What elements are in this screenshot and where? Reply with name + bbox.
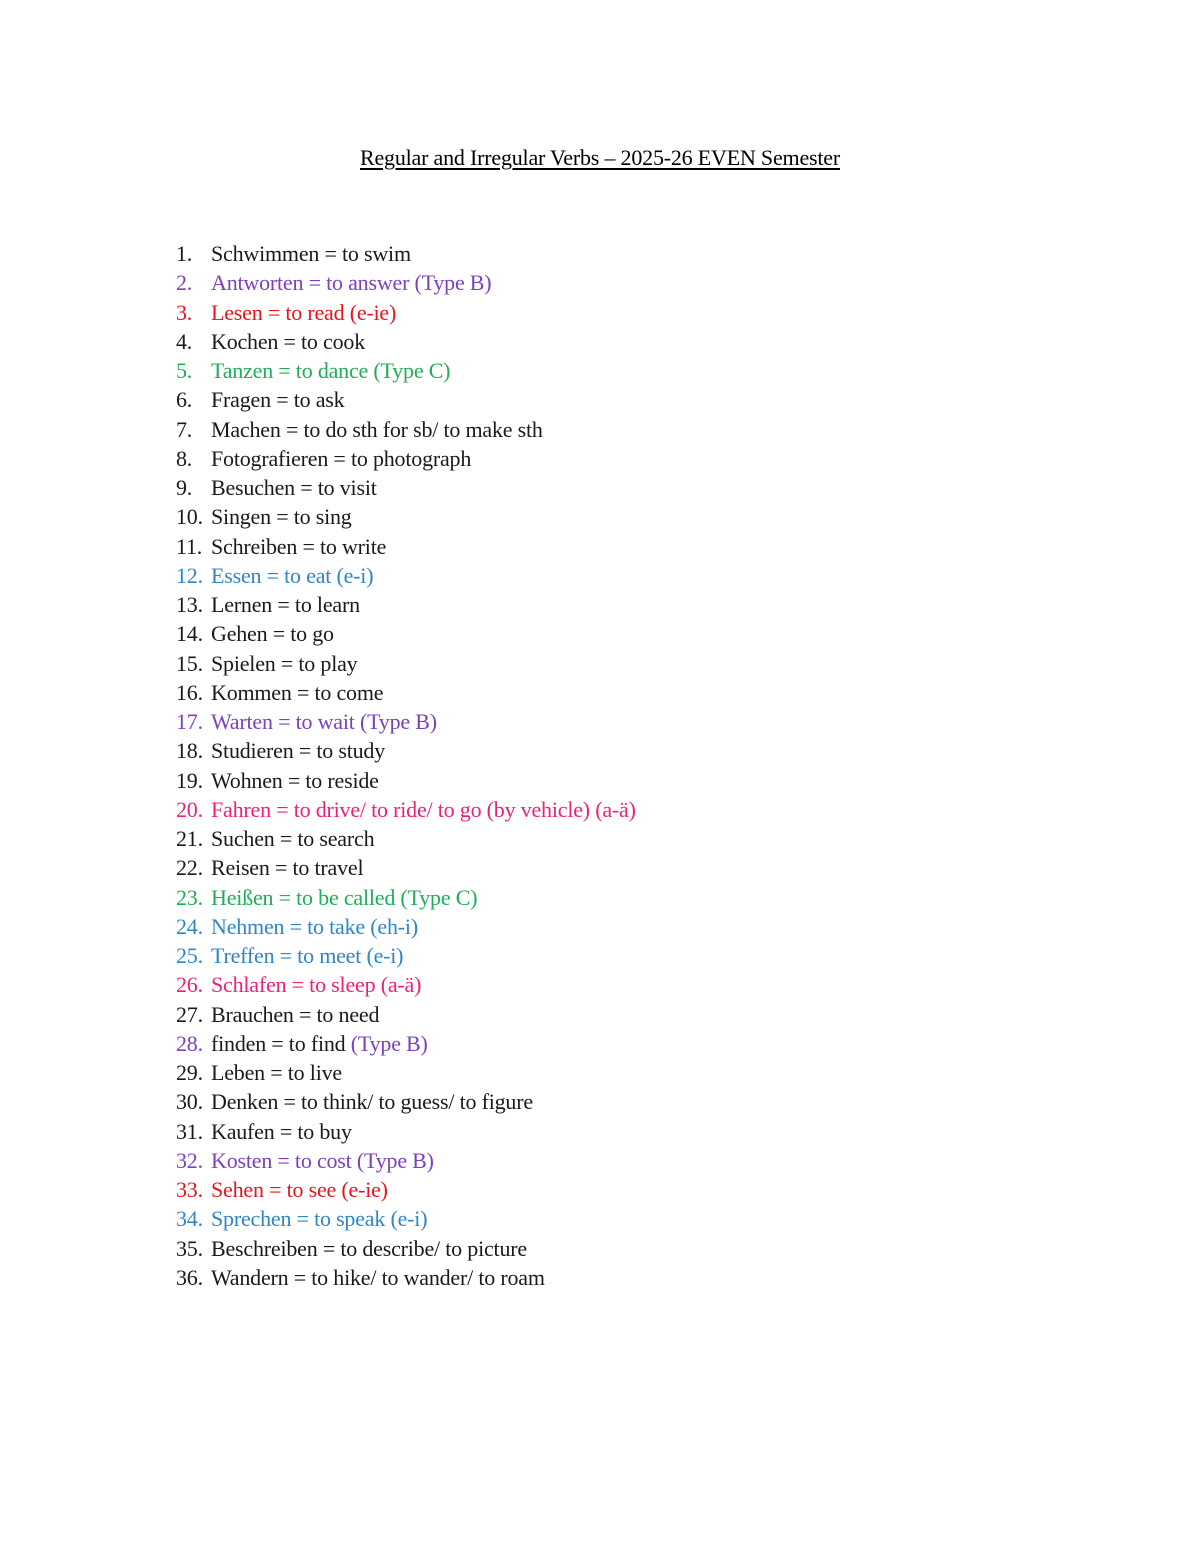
verb-entry: [211, 1204, 427, 1233]
verb-entry-text: Lernen = to learn: [211, 592, 360, 617]
verb-number: 23.: [176, 884, 203, 910]
verb-entry: [211, 649, 358, 678]
verb-entry: [211, 795, 636, 824]
verb-entry-text: Singen = to sing: [211, 504, 352, 530]
verb-entry-text: Heißen = to be called (Type C): [211, 884, 478, 910]
verb-entry-text: Fragen = to ask: [211, 387, 345, 413]
document-title: Regular and Irregular Verbs – 2025-26 EVEN Semester: [360, 145, 840, 170]
verb-entry: [211, 590, 360, 619]
verb-entry-text: Suchen = to search: [211, 826, 375, 851]
verb-number: 12.: [176, 562, 203, 588]
verb-entry: [211, 561, 373, 590]
verb-entry: [211, 1175, 388, 1204]
verb-entry: [211, 1234, 527, 1263]
verb-number: 29.: [176, 1060, 203, 1085]
verb-entry: [211, 883, 477, 912]
verb-entry-text: Fahren = to drive/ to ride/ to go (by vehicle) (a-ä): [211, 796, 636, 822]
verb-number: 1.: [176, 241, 193, 266]
verb-entry-text: Beschreiben = to describe/ to picture: [211, 1235, 527, 1261]
verb-number: 13.: [176, 592, 203, 617]
verb-number: 36.: [176, 1264, 203, 1290]
verb-entry: [211, 1263, 545, 1292]
verb-number: 6.: [176, 387, 193, 413]
verb-entry-text: Leben = to live: [211, 1060, 342, 1085]
verb-entry-text: Treffen = to meet (e-i): [211, 943, 404, 968]
verb-entry-text: Spielen = to play: [211, 650, 358, 676]
verb-entry: [211, 970, 421, 999]
verb-number: 14.: [176, 621, 203, 647]
verb-number: 21.: [176, 826, 203, 851]
verb-entry: [211, 532, 386, 561]
verb-entry-text: Schreiben = to write: [211, 533, 387, 559]
verb-entry: [211, 327, 365, 356]
verb-entry: [211, 239, 411, 268]
verb-entry-text: Antworten = to answer (Type B): [211, 270, 492, 296]
verb-number: 27.: [176, 1001, 203, 1027]
verb-entry: [211, 415, 543, 444]
verb-entry-text: Kochen = to cook: [211, 328, 366, 354]
verb-entry: [211, 356, 450, 385]
verb-entry: [211, 298, 396, 327]
verb-entry-text: Studieren = to study: [211, 738, 386, 764]
verb-number: 10.: [176, 504, 203, 530]
verb-number: 17.: [176, 709, 203, 734]
verb-entry-text: Machen = to do sth for sb/ to make sth: [211, 416, 543, 442]
verb-entry: [211, 941, 403, 970]
verb-number: 3.: [176, 299, 193, 325]
verb-entry: [211, 1000, 379, 1029]
verb-entry: [211, 268, 491, 297]
verb-number: 18.: [176, 738, 203, 764]
verb-number: 34.: [176, 1206, 203, 1232]
verb-number: 26.: [176, 972, 203, 998]
verb-entry: [211, 444, 471, 473]
verb-entry-text: Fotografieren = to photograph: [211, 445, 472, 471]
verb-entry-suffix: (Type B): [350, 1030, 428, 1056]
verb-entry: [211, 707, 437, 736]
verb-entry-text: Wohnen = to reside: [211, 767, 379, 793]
verb-entry-text: Sprechen = to speak (e-i): [211, 1206, 428, 1232]
verb-entry-text: Reisen = to travel: [211, 855, 364, 881]
verb-entry-text: Sehen = to see (e-ie): [211, 1177, 388, 1202]
verb-entry-text: Schwimmen = to swim: [211, 241, 411, 266]
verb-number: 19.: [176, 767, 203, 793]
verb-entry-text: Essen = to eat (e-i): [211, 562, 374, 588]
verb-entry-text: Besuchen = to visit: [211, 475, 377, 500]
verb-number: 22.: [176, 855, 203, 881]
verb-entry: [211, 1117, 352, 1146]
verb-number: 9.: [176, 475, 193, 500]
verb-number: 8.: [176, 445, 193, 471]
verb-number: 4.: [176, 328, 193, 354]
verb-entry-text: Wandern = to hike/ to wander/ to roam: [211, 1264, 545, 1290]
verb-entry: [211, 1058, 342, 1087]
verb-entry: [211, 912, 418, 941]
verb-number: 5.: [176, 358, 193, 383]
verb-entry: [211, 736, 385, 765]
verb-entry-text: Kommen = to come: [211, 679, 384, 705]
verb-entry-text: Lesen = to read (e-ie): [211, 299, 397, 325]
verb-entry-text: Kosten = to cost (Type B): [211, 1147, 434, 1173]
verb-entry: [211, 385, 344, 414]
verb-entry: [211, 502, 352, 531]
verb-number: 35.: [176, 1235, 203, 1261]
verb-entry-text: Schlafen = to sleep (a-ä): [211, 972, 422, 998]
verb-entry-text: Brauchen = to need: [211, 1001, 380, 1027]
verb-number: 16.: [176, 679, 203, 705]
verb-entry: [211, 1146, 434, 1175]
verb-number: 7.: [176, 416, 193, 442]
verb-entry-text: Denken = to think/ to guess/ to figure: [211, 1089, 533, 1115]
verb-entry-text: Warten = to wait (Type B): [211, 709, 437, 734]
verb-entry: [211, 1029, 428, 1058]
verb-number: 24.: [176, 913, 203, 939]
verb-entry: [211, 678, 383, 707]
verb-entry-text: Nehmen = to take (eh-i): [211, 913, 418, 939]
verb-number: 31.: [176, 1118, 203, 1144]
verb-number: 2.: [176, 270, 193, 296]
verb-entry: [211, 619, 334, 648]
verb-number: 15.: [176, 650, 203, 676]
verb-entry: [211, 824, 374, 853]
verb-number: 11.: [176, 533, 203, 559]
verb-number: 33.: [176, 1177, 203, 1202]
verb-entry-text: finden = to find: [211, 1030, 351, 1056]
verb-entry: [211, 473, 377, 502]
verb-entry: [211, 1087, 533, 1116]
verb-number: 25.: [176, 943, 203, 968]
verb-entry: [211, 766, 379, 795]
verb-entry-text: Kaufen = to buy: [211, 1118, 352, 1144]
verb-entry-text: Tanzen = to dance (Type C): [211, 358, 451, 383]
verb-number: 32.: [176, 1147, 203, 1173]
verb-number: 30.: [176, 1089, 203, 1115]
verb-number: 20.: [176, 796, 203, 822]
verb-entry-text: Gehen = to go: [211, 621, 334, 647]
verb-entry: [211, 853, 363, 882]
verb-number: 28.: [176, 1030, 203, 1056]
